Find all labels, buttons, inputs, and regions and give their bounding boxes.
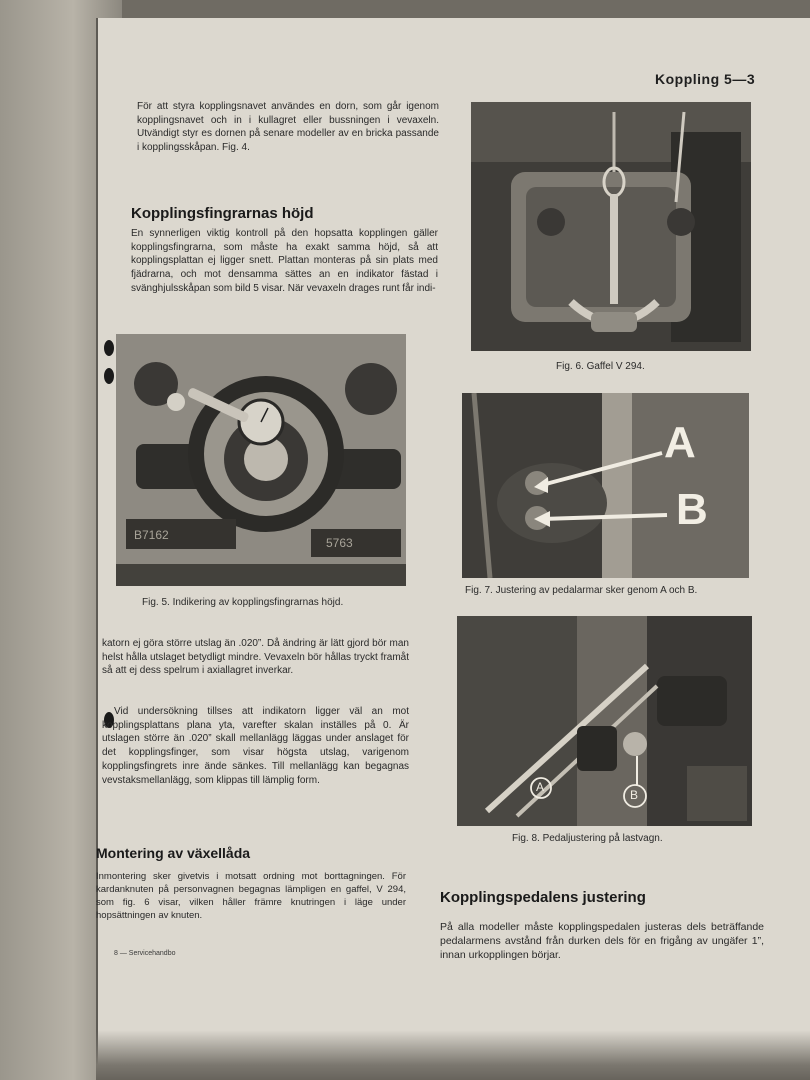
footer-signature: 8 — Servicehandbo: [114, 950, 176, 957]
section-paragraph: Inmontering sker givetvis i motsatt ordning mot borttagningen. För kardanknuten på personvagnen begagnas lämpligen en gaffel, V 294, som fig. 6 visar, vilken håller främre knutringen i läge under hopsättningen av knuten.: [96, 871, 406, 921]
page-bottom-shadow: [96, 1030, 810, 1080]
fig5-photo: [116, 334, 406, 586]
fig7-label-a: A: [664, 418, 696, 467]
fig8-label-b: B: [630, 788, 639, 802]
fig7-photo: [462, 393, 749, 578]
clutch-indicator-illustration: [116, 334, 406, 586]
section-title: Kopplingsfingrarnas höjd: [131, 205, 314, 222]
binding-hole: [104, 368, 114, 384]
fork-tool-illustration: [471, 102, 751, 351]
fig8-label-a: A: [536, 780, 545, 794]
page-header: Koppling 5—3: [655, 71, 756, 87]
svg-text:B7162: B7162: [134, 528, 169, 542]
binding-hole: [104, 340, 114, 356]
fig7-caption: Fig. 7. Justering av pedalarmar sker genom A och B.: [465, 585, 698, 596]
section-title: Kopplingspedalens justering: [440, 889, 646, 906]
intro-paragraph: För att styra kopplingsnavet användes en dorn, som går igenom kopplingsnavet och in i kullagret eller bussningen i vevaxeln. Utvändigt styr es dornen på senare modeller av en bricka passande i kopplingsskåpan. Fig. 4.: [137, 101, 439, 154]
fig5-caption: Fig. 5. Indikering av kopplingsfingrarnas höjd.: [142, 597, 344, 608]
section-paragraph: En synnerligen viktig kontroll på den hopsatta kopplingen gäller kopplingsfingrarna, som måste ha exakt samma höjd, så att kopplingsplattan ej ligger snett. Plattan monteras på sin plats med fjädrarna, och mot densamma sättes an en indikator fästad i svänghjulsskåpan som bild 5 visar. När vevaxeln drages runt får indi-: [131, 228, 438, 294]
fig7-label-b: B: [676, 485, 708, 534]
svg-text:5763: 5763: [326, 536, 353, 550]
section-title: Montering av växellåda: [96, 845, 251, 861]
truck-pedal-illustration: [457, 616, 752, 826]
continuation-paragraph-2: Vid undersökning tillses att indikatorn ligger väl an mot kopplingsplattans plana yta, varefter skalan inställes på 0. Är utslagen större än .020” skall mellanlägg läggas under anslaget för det kopplingsfinger, som visar högsta utslag, varigenom kopplingsfingrets inre ände sänkes. Till mellanlägg kan begagnas vevstaksmellanlägg, som klippas till lämplig form.: [102, 706, 409, 786]
fig8-caption: Fig. 8. Pedaljustering på lastvagn.: [512, 833, 663, 844]
fig8-photo: [457, 616, 752, 826]
fig6-photo: [471, 102, 751, 351]
continuation-paragraph-1: katorn ej göra större utslag än .020”. Då ändring är lätt gjord bör man helst hålla utslaget betydligt mindre. Vevaxeln bör hållas tryckt framåt så att ej dess spelrum i axiallagret inverkar.: [102, 638, 409, 677]
section-paragraph: På alla modeller måste kopplingspedalen justeras dels beträffande pedalarmens avstånd från durken dels för en frigång av ungäfer 1”, innan urkopplingen börjar.: [440, 921, 764, 961]
fig6-caption: Fig. 6. Gaffel V 294.: [556, 361, 645, 372]
